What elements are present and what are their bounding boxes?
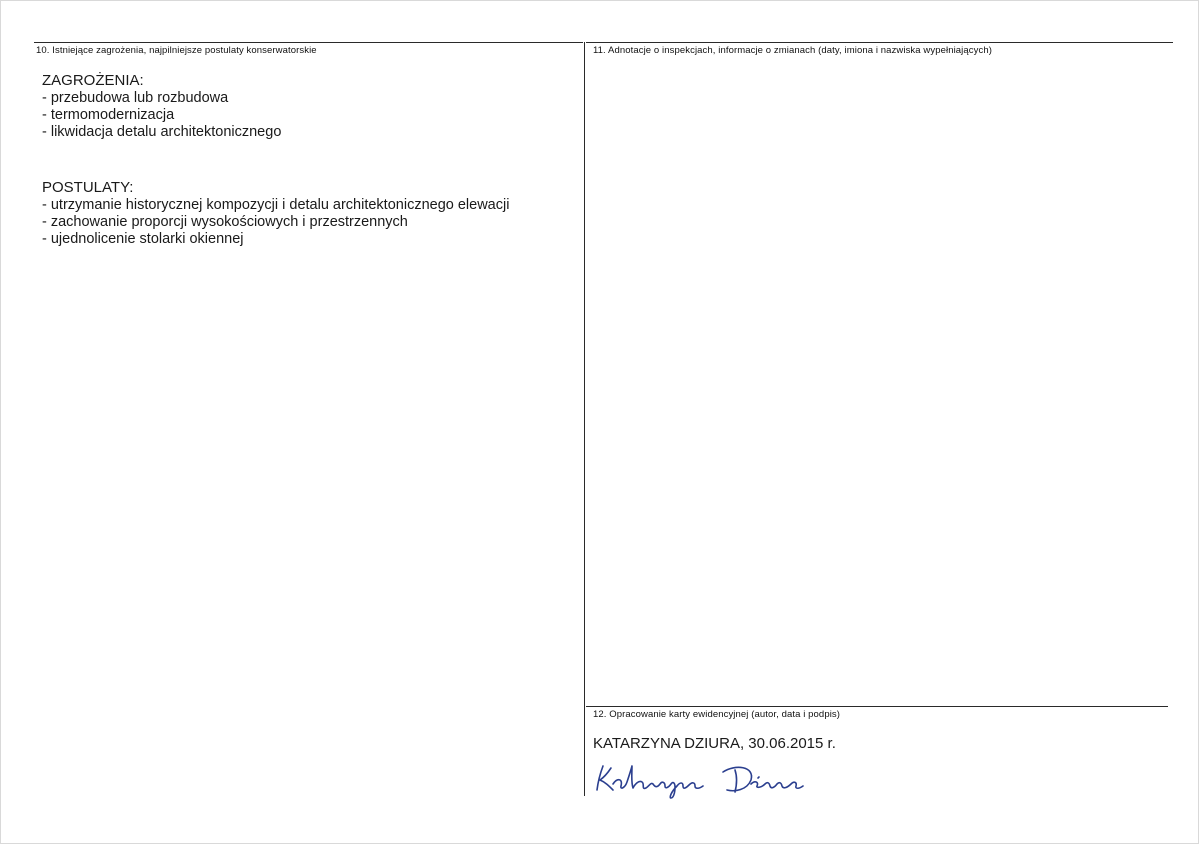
annotations-section-label: 11. Adnotacje o inspekcjach, informacje o zmianach (daty, imiona i nazwiska wypełniających) <box>593 45 992 56</box>
threat-item: - termomodernizacja <box>42 107 175 123</box>
authorship-top-rule <box>586 706 1168 707</box>
threats-block <box>42 72 281 141</box>
threat-item: - likwidacja detalu architektonicznego <box>42 124 282 140</box>
postulates-heading: POSTULATY: <box>42 179 134 196</box>
handwritten-signature <box>595 760 825 800</box>
column-divider <box>584 42 585 796</box>
threats-section-label: 10. Istniejące zagrożenia, najpilniejsze postulaty konserwatorskie <box>36 45 317 56</box>
postulate-item: - zachowanie proporcji wysokościowych i przestrzennych <box>42 214 408 230</box>
author-name-date: KATARZYNA DZIURA, 30.06.2015 r. <box>593 735 836 752</box>
threats-heading: ZAGROŻENIA: <box>42 72 144 89</box>
right-panel-top-rule <box>586 42 1173 43</box>
postulate-item: - utrzymanie historycznej kompozycji i detalu architektonicznego elewacji <box>42 197 510 213</box>
left-panel-top-rule <box>34 42 583 43</box>
authorship-section-label: 12. Opracowanie karty ewidencyjnej (autor, data i podpis) <box>593 709 841 720</box>
postulate-item: - ujednolicenie stolarki okiennej <box>42 231 244 247</box>
threat-item: - przebudowa lub rozbudowa <box>42 90 229 106</box>
postulates-block <box>42 179 509 248</box>
